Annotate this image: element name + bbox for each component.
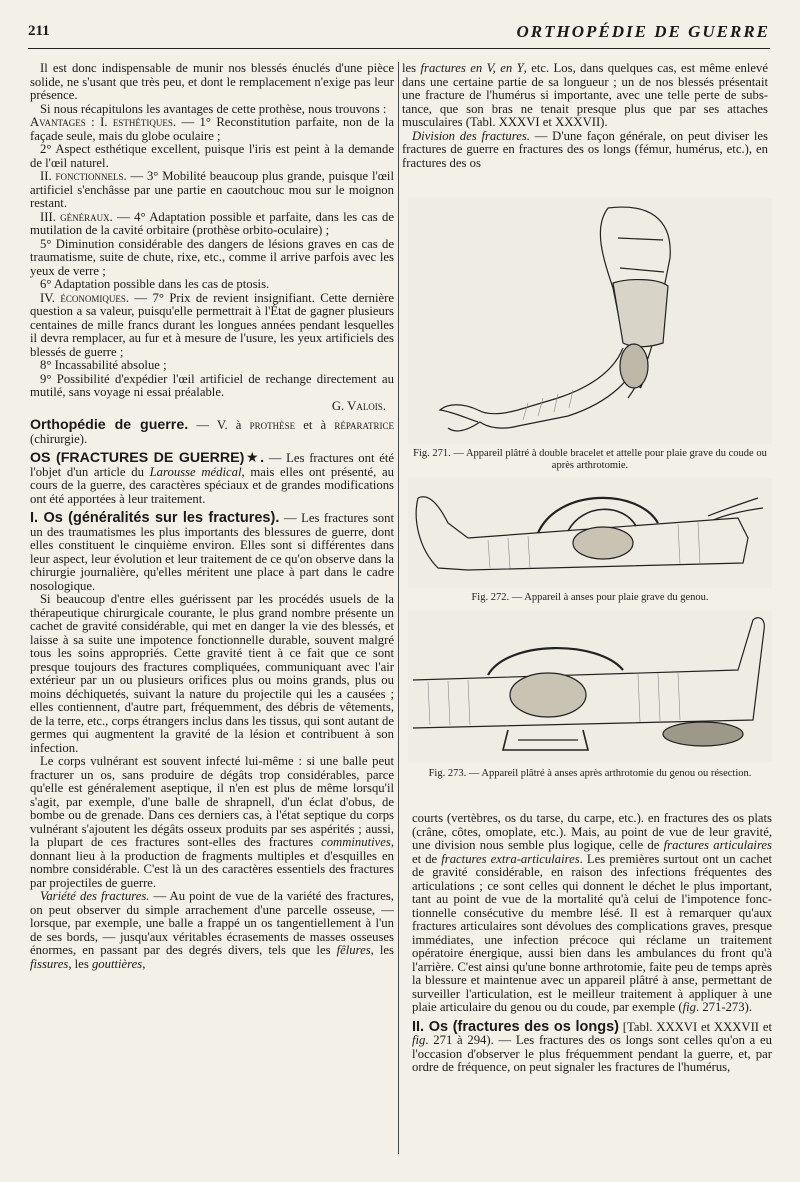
advantage-8: 8° Incassabilité absolue ; bbox=[40, 358, 167, 372]
generalities-section: I. Os (généralités sur les fractures). — Les fractures sont un des traumatismes les plus importants des blessures de guerre, dont elles constituent le cinquième environ. Elles sont si différentes dans leur aspect, leur évolution et leur traitement de ce qu'on observe dans la chirurgie journalière, qu'elles méritent une place à part dans le cadre nosologique. bbox=[30, 510, 394, 593]
left-column bbox=[30, 62, 394, 971]
caption-273: Fig. 273. — Appareil plâtré à anses après arthrotomie du genou ou résection. bbox=[428, 768, 752, 779]
paragraph: Si beaucoup d'entre elles guérissent par les procédés usuels de la thérapeutique chirurgicale courante, le plus grand nombre présente un cachet de gravité considérable, qui met en danger la vie des blessés, et laisse à sa suite une impotence fonctionnelle durable, souvent malgré tous les soins appropriés. Cette gravité tient à ce fait que ce sont presque toujours des fractures compliquées, communiquant avec l'air extérieur par un ou plusieurs orifices plus ou moins grands, plus ou moins déchiquetés, suivant la nature du projectile qui les a causées ; elles contiennent, d'autre part, fréquemment, des débris de vêtements, de la terre, etc., corps étrangers inclus dans les tissus, qui sont autant de germes qui augmentent la gravité de la lésion et contribuent à son infection. bbox=[30, 592, 394, 755]
paragraph: Variété des fractures. — Au point de vue de la variété des fractures, on peut observer du simple arrachement d'une parcelle osseuse, — lorsque, par exemple, une balle a frappé un os tangentiellement à l'un de ses bords, — jusqu'aux véritables écrasements de masses osseuses énormes, en passant par des degrés divers, tels que les fêlures, les fissures, les gouttières, bbox=[30, 889, 394, 971]
figure-273 bbox=[408, 610, 772, 780]
long-bones-section: II. Os (fractures des os longs) [Tabl. XXXVI et XXXVII et fig. 271 à 294). — Les fractures des os longs sont celles qu'on a eu l'occasion d'observer le plus fréquemment pendant la guerre, et, par ordre de fréquence, on peut signaler les fractures de l'humérus, bbox=[412, 1018, 772, 1074]
knee-cast-illustration bbox=[408, 610, 772, 762]
column-divider bbox=[398, 62, 399, 1154]
advantage-3: II. fonctionnels. — 3° Mobilité beaucoup plus grande, puisque l'œil artificiel s'enchâsse par une partie en caoutchouc mou sur le moignon restant. bbox=[30, 169, 394, 210]
paragraph: les fractures en V, en Y, etc. Los, dans quelques cas, est même enlevé dans une certaine partie de sa longueur ; un de nos blessés présentait une fracture de l'humérus si importante, avec une telle perte de substance, que son bras ne tenait presque plus que par ses attaches musculaires (Tabl. XXXVI et XXXVII). bbox=[402, 61, 768, 129]
ortho-entry: Orthopédie de guerre. — V. à prothèse et à réparatrice (chirurgie). bbox=[30, 417, 394, 446]
advantage-6: 6° Adaptation possible dans les cas de ptosis. bbox=[40, 277, 270, 291]
paragraph: courts (vertèbres, os du tarse, du carpe, etc.). en fractures des os plats (crâne, côtes, omoplate, etc.). Mais, au point de vue de leur gravité, une division nous semble plus logique, celle de fractures articulaires et de fractures extra-articulaires. Les premières surtout ont un cachet de gravité considérable, en raison des infections fréquentes des articulations ; ce sont celles qui donnent le déchet le plus important, tant au point de vue de la mortalité qu'à celui de l'impotence fonctionnelle consécutive du membre lésé. Il est à remarquer qu'aux fractures articulaires sont dévolues des complications graves, presque immédiates, une infection précoce qui réclame un traitement opératoire énergique, aussi bien dans les ambulances du front qu'à l'arrière. C'est ainsi qu'une bonne arthrotomie, faite peu de temps après la blessure et maintenue avec un appareil plâtré à anse, permettant de surveiller l'articulation, est le meilleur traitement à appliquer à une plaie articulaire du genou ou du coude, par exemple (fig. 271-273). bbox=[412, 811, 772, 1014]
arm-cast-illustration bbox=[408, 198, 772, 444]
caption-271: Fig. 271. — Appareil plâtré à double bracelet et attelle pour plaie grave du coude ou après arthrotomie. bbox=[413, 448, 767, 471]
page-header bbox=[28, 20, 770, 44]
figure-272 bbox=[408, 478, 772, 604]
header-rule bbox=[28, 48, 770, 49]
paragraph: Division des fractures. — D'une façon générale, on peut diviser les fractures de guerre en fractures des os longs (fémur, humérus, etc.), en fractures des os bbox=[402, 128, 768, 170]
leg-loop-apparatus-illustration bbox=[408, 478, 772, 588]
figure-271 bbox=[408, 198, 772, 472]
advantage-5: 5° Diminution considérable des dangers de lésions graves en cas de traumatisme, suite de chute, rixe, etc., comme il arrive parfois avec les yeux de verre ; bbox=[30, 236, 394, 278]
advantage-7: IV. économiques. — 7° Prix de revient insignifiant. Cette dernière question a sa valeur, puisqu'elle permettrait à l'État de gagner plusieurs centaines de mille francs durant les longues années pendant lesquelles il devra remplacer, au fur et à mesure de l'usure, les yeux artificiels des blessés de guerre ; bbox=[30, 290, 394, 359]
right-column-top bbox=[402, 62, 768, 170]
caption-272: Fig. 272. — Appareil à anses pour plaie grave du genou. bbox=[471, 592, 709, 603]
paragraph: Il est donc indispensable de munir nos blessés énuclés d'une pièce solide, ne s'usant que très peu, et dont le remplacement n'exige pas leur présence. bbox=[30, 61, 394, 102]
advantage-4: III. généraux. — 4° Adaptation possible et parfaite, dans les cas de mutilation de la cavité orbitaire (prothèse orbito-oculaire) ; bbox=[30, 209, 394, 237]
right-column-bottom bbox=[412, 812, 772, 1075]
page-number: 211 bbox=[28, 23, 50, 39]
paragraph: Le corps vulnérant est souvent infecté lui-même : si une balle peut fracturer un os, sans produire de dégâts trop considérables, parce qu'elle est généralement aseptique, il n'en est plus de même lorsqu'il s'agit, par exemple, d'une balle de shrapnell, d'un éclat d'obus, de bombe ou de grenade. Dans ces derniers cas, à l'état septique du corps vulnérant s'ajoutent les dégâts osseux produits par ses aspérités ; aussi, la plupart de ces fractures sont-elles des fractures comminutives, donnant lieu à la production de fragments multiples et d'esquilles en nombre considérable. C'est là un des caractères essentiels des fractures par projectiles de guerre. bbox=[30, 754, 394, 890]
advantage-9: 9° Possibilité d'expédier l'œil artificiel de rechange directement au mutilé, sans voyage ni essai préalable. bbox=[30, 371, 394, 399]
advantage-2: 2° Aspect esthétique excellent, puisque l'iris est peint à la demande de l'œil naturel. bbox=[30, 142, 394, 170]
signature: G. Valois. bbox=[331, 398, 386, 413]
os-entry: OS (FRACTURES DE GUERRE)★. — Les fractures ont été l'objet d'un article du Larousse médical, mais elles ont présenté, au cours de la guerre, des caractères spéciaux et de grandes modifications ont été apportées à leur traitement. bbox=[30, 450, 394, 506]
running-title: ORTHOPÉDIE DE GUERRE bbox=[516, 22, 770, 41]
advantage-1: Avantages : I. esthétiques. — 1° Reconstitution parfaite, non de la façade seule, mais du globe oculaire ; bbox=[30, 115, 395, 143]
paragraph: Si nous récapitulons les avantages de cette prothèse, nous trouvons : bbox=[40, 101, 387, 116]
